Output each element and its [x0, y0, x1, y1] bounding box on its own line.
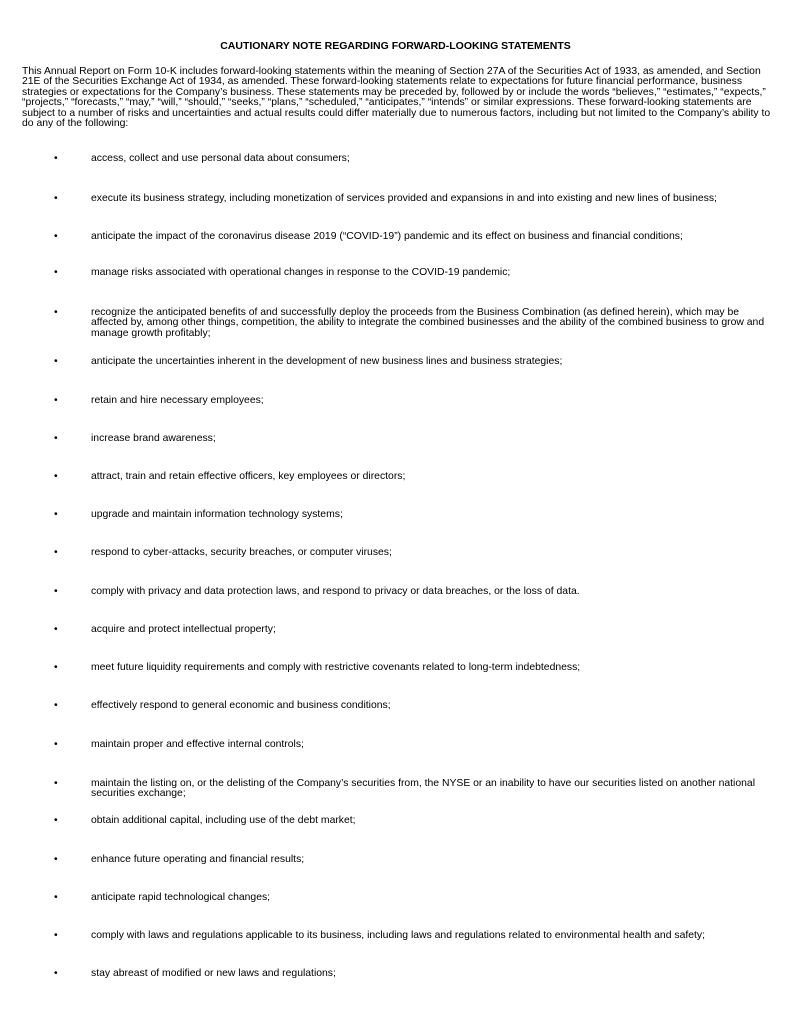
list-item-text: meet future liquidity requirements and comply with restrictive covenants related to long-term indebtedness; — [91, 662, 581, 673]
bullet-icon: • — [54, 700, 58, 711]
list-item-text: comply with laws and regulations applicable to its business, including laws and regulations related to environmental health and safety; — [91, 930, 705, 941]
bullet-icon: • — [54, 153, 58, 164]
list-item-text: anticipate rapid technological changes; — [91, 892, 271, 903]
bullet-icon: • — [54, 231, 58, 242]
bullet-icon: • — [54, 815, 58, 826]
list-item-text: upgrade and maintain information technology systems; — [91, 509, 343, 520]
list-item-text: respond to cyber-attacks, security breaches, or computer viruses; — [91, 547, 392, 558]
bullet-icon: • — [54, 624, 58, 635]
bullet-icon: • — [54, 968, 58, 979]
bullet-icon: • — [54, 193, 58, 204]
bullet-icon: • — [54, 509, 58, 520]
bullet-icon: • — [54, 892, 58, 903]
list-item-text: retain and hire necessary employees; — [91, 395, 264, 406]
list-item-text: stay abreast of modified or new laws and regulations; — [91, 968, 336, 979]
list-item-text: attract, train and retain effective officers, key employees or directors; — [91, 471, 406, 482]
bullet-icon: • — [54, 395, 58, 406]
list-item-text: effectively respond to general economic and business conditions; — [91, 700, 391, 711]
list-item-text: acquire and protect intellectual property; — [91, 624, 276, 635]
bullet-icon: • — [54, 930, 58, 941]
bullet-icon: • — [54, 433, 58, 444]
list-item-text: anticipate the impact of the coronavirus disease 2019 (“COVID-19”) pandemic and its effect on business and financial conditions; — [91, 231, 683, 242]
intro-paragraph: This Annual Report on Form 10-K includes forward-looking statements within the meaning of Section 27A of the Securities Act of 1933, as amended, and Section 21E of the Securities Exchange Act of 1934, as amended. These forward-looking statements relate to expectations for future financial performance, business strategies or expectations for the Company’s business. These statements may be preceded by, followed by or include the words “believes,” “estimates,” “expects,” “projects,” “forecasts,” “may,” “will,” “should,” “seeks,” “plans,” “scheduled,” “anticipates,” “intends” or similar expressions. These forward-looking statements are subject to a number of risks and uncertainties and actual results could differ materially due to numerous factors, including but not limited to the Company’s ability to do any of the following: — [22, 66, 771, 130]
list-item-text: recognize the anticipated benefits of and successfully deploy the proceeds from the Business Combination (as defined herein), which may be affected by, among other things, competition, the ability to integrate the combined businesses and the ability of the combined business to grow and manage growth profitably; — [91, 307, 765, 339]
bullet-icon: • — [54, 586, 58, 597]
list-item-text: comply with privacy and data protection laws, and respond to privacy or data breaches, or the loss of data. — [91, 586, 580, 597]
bullet-icon: • — [54, 471, 58, 482]
bullet-icon: • — [54, 739, 58, 750]
bullet-icon: • — [54, 267, 58, 278]
list-item-text: maintain proper and effective internal controls; — [91, 739, 304, 750]
bullet-icon: • — [54, 662, 58, 673]
bullet-icon: • — [54, 547, 58, 558]
list-item-text: maintain the listing on, or the delisting of the Company’s securities from, the NYSE or an inability to have our securities listed on another national securities exchange; — [91, 778, 756, 800]
bullet-icon: • — [54, 778, 58, 789]
list-item-text: increase brand awareness; — [91, 433, 216, 444]
bullet-icon: • — [54, 356, 58, 367]
bullet-icon: • — [54, 307, 58, 318]
bullet-icon: • — [54, 854, 58, 865]
list-item-text: obtain additional capital, including use of the debt market; — [91, 815, 356, 826]
list-item-text: access, collect and use personal data about consumers; — [91, 153, 350, 164]
list-item-text: enhance future operating and financial results; — [91, 854, 305, 865]
list-item-text: execute its business strategy, including monetization of services provided and expansions in and into existing and new lines of business; — [91, 193, 717, 204]
list-item-text: manage risks associated with operational changes in response to the COVID-19 pandemic; — [91, 267, 511, 278]
list-item-text: anticipate the uncertainties inherent in the development of new business lines and business strategies; — [91, 356, 563, 367]
page-title: CAUTIONARY NOTE REGARDING FORWARD-LOOKING STATEMENTS — [220, 40, 571, 52]
